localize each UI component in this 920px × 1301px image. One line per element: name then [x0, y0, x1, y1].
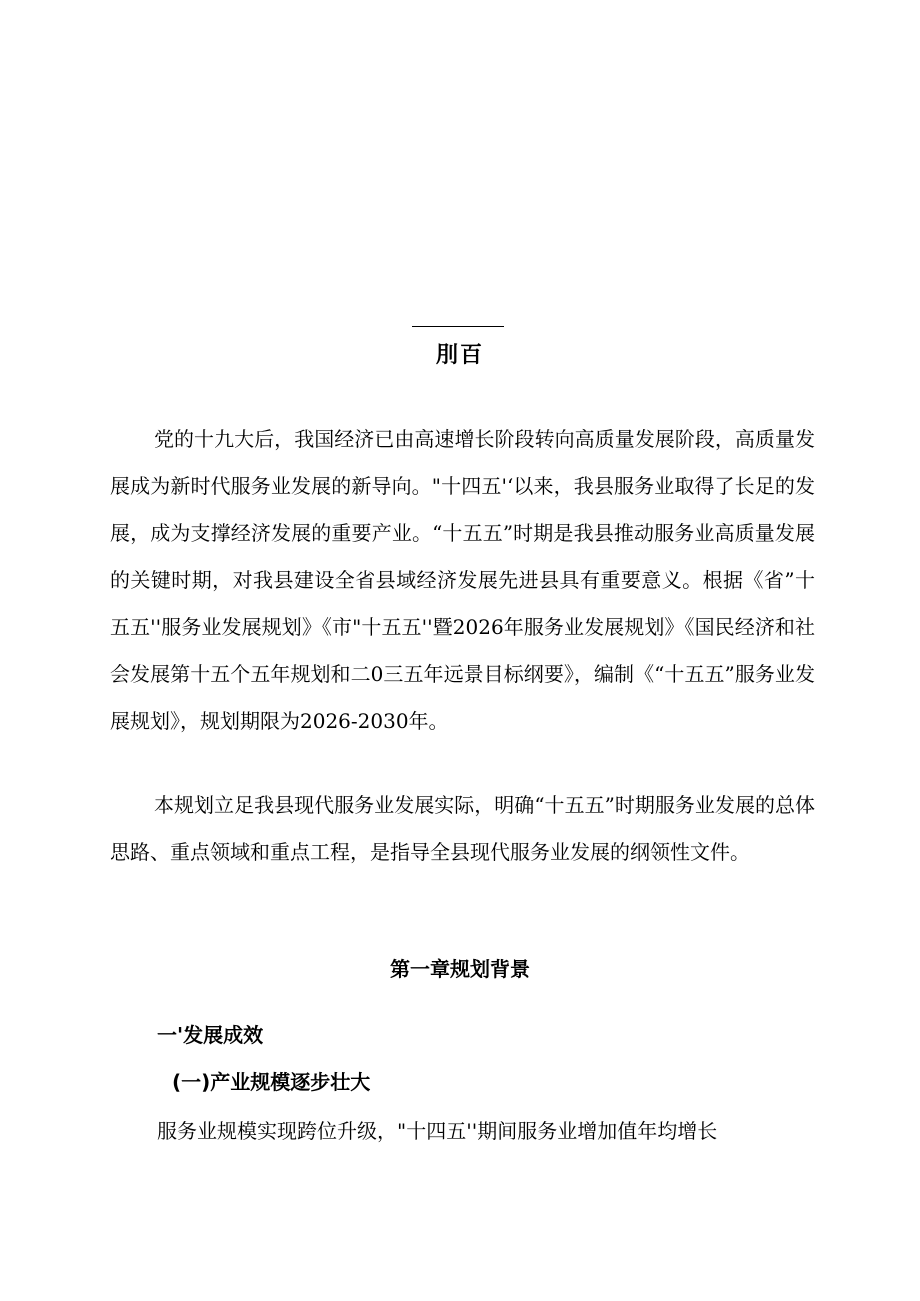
section-heading: 一'发展成效	[157, 1023, 264, 1047]
preface-title: 刖百	[435, 343, 484, 368]
preface-paragraph-1	[110, 416, 815, 745]
title-underline-rule	[412, 326, 504, 327]
chapter-title: 第一章规划背景	[390, 957, 530, 981]
paragraph-text: 本规划立足我县现代服务业发展实际，明确“十五五”时期服务业发展的总体思路、重点领域和重点工程，是指导全县现代服务业发展的纲领性文件。	[110, 793, 815, 864]
body-text-line: 服务业规模实现跨位升级，"十四五''期间服务业增加值年均增长	[157, 1119, 718, 1143]
subsection-heading: (一)产业规模逐步壮大	[172, 1070, 371, 1094]
preface-paragraph-2	[110, 782, 815, 876]
paragraph-text: 党的十九大后，我国经济已由高速增长阶段转向高质量发展阶段，高质量发展成为新时代服务业发展的新导向。"十四五'‘以来，我县服务业取得了长足的发展，成为支撑经济发展的重要产业。“十五五”时期是我县推动服务业高质量发展的关键时期，对我县建设全省县域经济发展先进县具有重要意义。根据《省”十五五''服务业发展规划》《市"十五五''暨2026年服务业发展规划》《国民经济和社会发展第十五个五年规划和二0三五年远景目标纲要》，编制《“十五五”服务业发展规划》，规划期限为2026-2030年。	[110, 427, 815, 733]
